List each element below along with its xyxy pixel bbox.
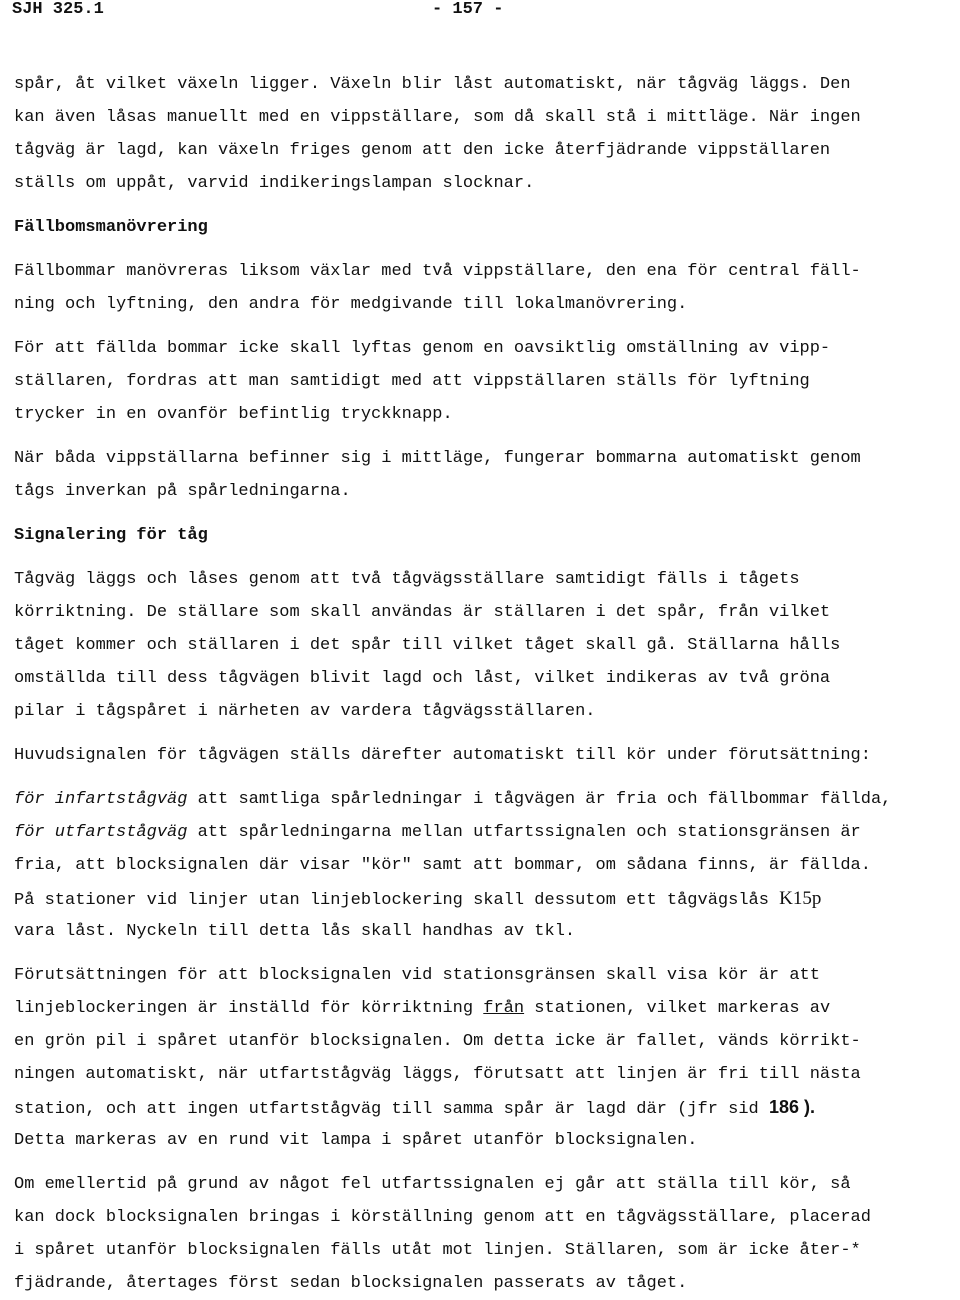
page-header <box>12 0 942 22</box>
text-line: för infartstågväg att samtliga spårledningar i tågvägen är fria och fällbommar fällda, <box>14 790 892 809</box>
text-line: fria, att blocksignalen där visar "kör" samt att bommar, om sådana finns, är fällda. <box>14 856 871 875</box>
text-line: När båda vippställarna befinner sig i mittläge, fungerar bommarna automatiskt genom <box>14 449 861 468</box>
text-line: tågs inverkan på spårledningarna. <box>14 482 351 501</box>
text-line: Huvudsignalen för tågvägen ställs därefter automatiskt till kör under förutsättning: <box>14 746 871 765</box>
text-line: vara låst. Nyckeln till detta lås skall handhas av tkl. <box>14 922 576 941</box>
paragraph-fallbom-operation <box>14 255 950 321</box>
text-line: Tågväg läggs och låses genom att två tågvägsställare samtidigt fälls i tågets <box>14 570 800 589</box>
lock-code: K15p <box>779 888 822 909</box>
text-line: linjeblockeringen är inställd för körriktning från stationen, vilket markeras av <box>14 999 831 1018</box>
paragraph-switch-locking <box>14 68 950 200</box>
paragraph-fallbom-automatic <box>14 442 950 508</box>
text-line: ställs om uppåt, varvid indikeringslampan slocknar. <box>14 174 535 193</box>
paragraph-tagvag-locking <box>14 563 950 728</box>
text-line: För att fällda bommar icke skall lyftas genom en oavsiktlig omställning av vipp- <box>14 339 831 358</box>
paragraph-blocksignal <box>14 959 950 1157</box>
page-reference: 186 ). <box>768 1097 815 1117</box>
paragraph-fault-handling <box>14 1168 950 1300</box>
section-heading-signalering: Signalering för tåg <box>14 526 208 545</box>
text-line: station, och att ingen utfartstågväg till samma spår är lagd där (jfr sid 186 ). <box>14 1097 815 1119</box>
text-line: Detta markeras av en rund vit lampa i spåret utanför blocksignalen. <box>14 1131 698 1150</box>
paragraph-conditions <box>14 783 950 948</box>
text-line: i spåret utanför blocksignalen fälls utåt mot linjen. Ställaren, som är icke åter-* <box>14 1241 861 1260</box>
text-line: trycker in en ovanför befintlig tryckknapp. <box>14 405 453 424</box>
text-line: omställda till dess tågvägen blivit lagd och låst, vilket indikeras av två gröna <box>14 669 831 688</box>
document-code: SJH 325.1 <box>12 0 104 19</box>
italic-term: för utfartstågväg <box>14 823 188 842</box>
document-body <box>14 68 950 1300</box>
text-line: kan dock blocksignalen bringas i körställning genom att en tågvägsställare, placerad <box>14 1208 871 1227</box>
section-heading-fallbom: Fällbomsmanövrering <box>14 218 208 237</box>
text-line: körriktning. De ställare som skall användas är ställaren i det spår, från vilket <box>14 603 831 622</box>
text-line: ställaren, fordras att man samtidigt med att vippställaren ställs för lyftning <box>14 372 810 391</box>
text-line: fjädrande, återtages först sedan blocksignalen passerats av tåget. <box>14 1274 688 1293</box>
text-line: kan även låsas manuellt med en vippställare, som då skall stå i mittläge. När ingen <box>14 108 861 127</box>
text-line: pilar i tågspåret i närheten av vardera tågvägsställaren. <box>14 702 596 721</box>
text-line: På stationer vid linjer utan linjeblockering skall dessutom ett tågvägslås K15p <box>14 888 822 910</box>
text-line: spår, åt vilket växeln ligger. Växeln blir låst automatiskt, när tågväg läggs. Den <box>14 75 851 94</box>
text-line: tåget kommer och ställaren i det spår till vilket tåget skall gå. Ställarna hålls <box>14 636 841 655</box>
text-line: ningen automatiskt, när utfartstågväg läggs, förutsatt att linjen är fri till nästa <box>14 1065 861 1084</box>
text-line: en grön pil i spåret utanför blocksignalen. Om detta icke är fallet, vänds körrikt- <box>14 1032 861 1051</box>
text-line: tågväg är lagd, kan växeln friges genom att den icke återfjädrande vippställaren <box>14 141 831 160</box>
text-line: Fällbommar manövreras liksom växlar med två vippställare, den ena för central fäll- <box>14 262 861 281</box>
paragraph-main-signal <box>14 739 950 772</box>
page-number: - 157 - <box>432 0 504 19</box>
text-line: Förutsättningen för att blocksignalen vid stationsgränsen skall visa kör är att <box>14 966 820 985</box>
italic-term: för infartstågväg <box>14 790 188 809</box>
text-line: för utfartstågväg att spårledningarna mellan utfartssignalen och stationsgränsen är <box>14 823 861 842</box>
paragraph-fallbom-lifting <box>14 332 950 431</box>
underlined-word: från <box>483 999 525 1018</box>
text-line: Om emellertid på grund av något fel utfartssignalen ej går att ställa till kör, så <box>14 1175 851 1194</box>
text-line: ning och lyftning, den andra för medgivande till lokalmanövrering. <box>14 295 688 314</box>
